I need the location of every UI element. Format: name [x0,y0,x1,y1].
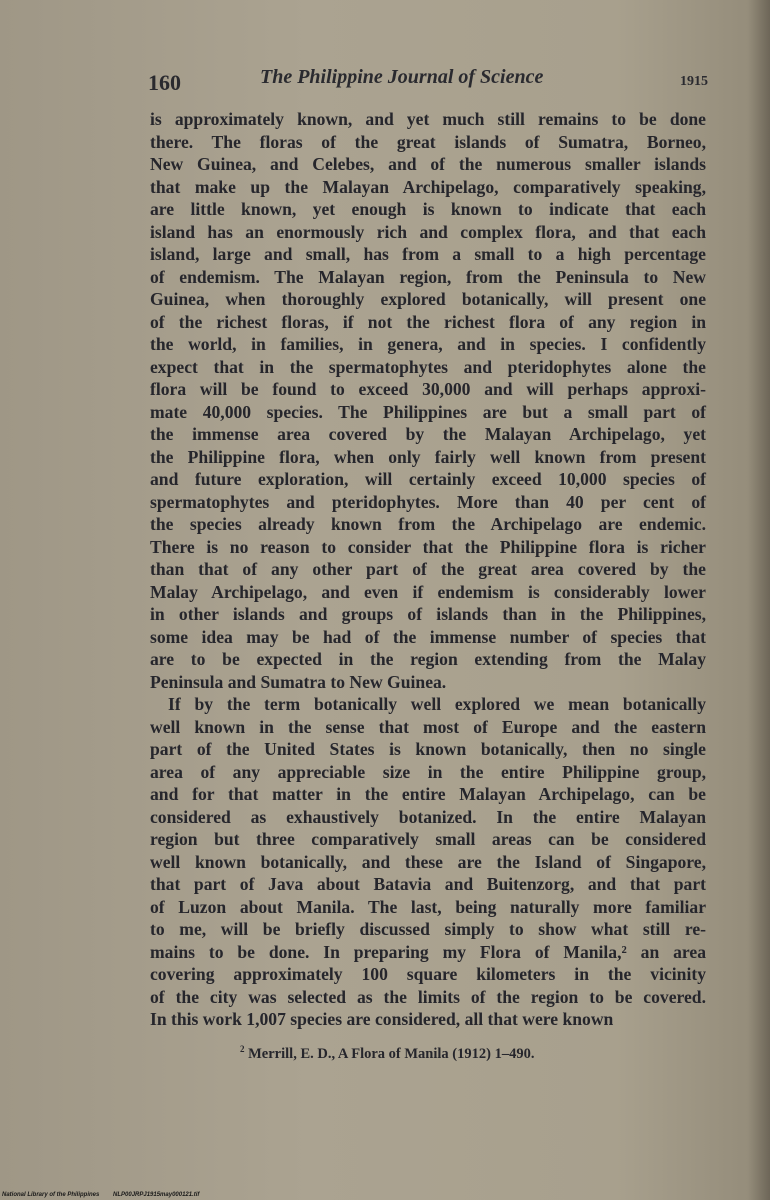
running-title: The Philippine Journal of Science [260,66,544,88]
body-line: is approximately known, and yet much still remains to be done [150,109,706,129]
body-line: are to be expected in the region extending from the Malay [150,649,706,669]
book-spine-shadow [748,0,770,1200]
body-line: there. The floras of the great islands of Sumatra, Borneo, [150,131,706,152]
body-line: in other islands and groups of islands than in the Philippines, [150,604,706,624]
scan-footer [2,1192,211,1198]
body-line: covering approximately 100 square kilometers in the vicinity [150,964,706,984]
body-line: that make up the Malayan Archipelago, comparatively speaking, [150,176,706,197]
body-line: that part of Java about Batavia and Buitenzorg, and that part [150,874,706,894]
body-line: of Luzon about Manila. The last, being naturally more familiar [150,896,706,917]
body-line: considered as exhaustively botanized. In the entire Malayan [150,806,706,827]
body-line: part of the United States is known botanically, then no single [150,739,706,759]
body-line: In this work 1,007 species are considered, all that were known [150,1009,614,1029]
body-line: There is no reason to consider that the Philippine flora is richer [150,536,706,557]
body-line: region but three comparatively small areas can be considered [150,829,706,849]
body-text [150,108,706,1031]
body-line: and future exploration, will certainly exceed 10,000 species of [150,469,706,489]
body-line: New Guinea, and Celebes, and of the numerous smaller islands [150,154,706,174]
footer-library: National Library of the Philippines [2,1192,100,1198]
body-line: of the city was selected as the limits of the region to be covered. [150,986,706,1007]
body-line: and for that matter in the entire Malayan Archipelago, can be [150,784,706,804]
body-line: mate 40,000 species. The Philippines are but a small part of [150,401,706,422]
body-line: the immense area covered by the Malayan Archipelago, yet [150,424,706,444]
body-line: well known in the sense that most of Europe and the eastern [150,716,706,737]
body-line: of endemism. The Malayan region, from the Peninsula to New [150,266,706,287]
header-year: 1915 [680,74,708,89]
body-line: island has an enormously rich and complex flora, and that each [150,221,706,242]
body-line: expect that in the spermatophytes and pteridophytes alone the [150,356,706,377]
body-line: spermatophytes and pteridophytes. More than 40 per cent of [150,491,706,512]
body-line: the species already known from the Archipelago are endemic. [150,514,706,534]
body-line: are little known, yet enough is known to indicate that each [150,199,706,219]
page-number: 160 [148,70,181,95]
body-line: the Philippine flora, when only fairly well known from present [150,446,706,467]
body-line: than that of any other part of the great area covered by the [150,559,706,579]
footnote-text: Merrill, E. D., A Flora of Manila (1912) 1–490. [248,1045,535,1062]
body-line: island, large and small, has from a small to a high percentage [150,244,706,264]
body-line: some idea may be had of the immense number of species that [150,626,706,647]
footer-filename: NLP00JRPJ1915may000121.tif [113,1192,200,1198]
body-line: area of any appreciable size in the entire Philippine group, [150,761,706,782]
body-line: If by the term botanically well explored we mean botanically [168,694,706,714]
footnote [240,1044,534,1063]
body-line: to me, will be briefly discussed simply to show what still re- [150,919,706,939]
body-line: the world, in families, in genera, and in species. I confidently [150,334,706,354]
body-line: Guinea, when thoroughly explored botanically, will present one [150,289,706,309]
body-line: mains to be done. In preparing my Flora of Manila,² an area [150,941,706,962]
body-line: Peninsula and Sumatra to New Guinea. [150,671,447,692]
footnote-marker: 2 [240,1044,245,1054]
body-line: flora will be found to exceed 30,000 and will perhaps approxi- [150,379,706,399]
body-line: Malay Archipelago, and even if endemism is considerably lower [150,581,706,602]
body-line: well known botanically, and these are the Island of Singapore, [150,851,706,872]
page-header [148,64,708,104]
body-line: of the richest floras, if not the richest flora of any region in [150,311,706,332]
